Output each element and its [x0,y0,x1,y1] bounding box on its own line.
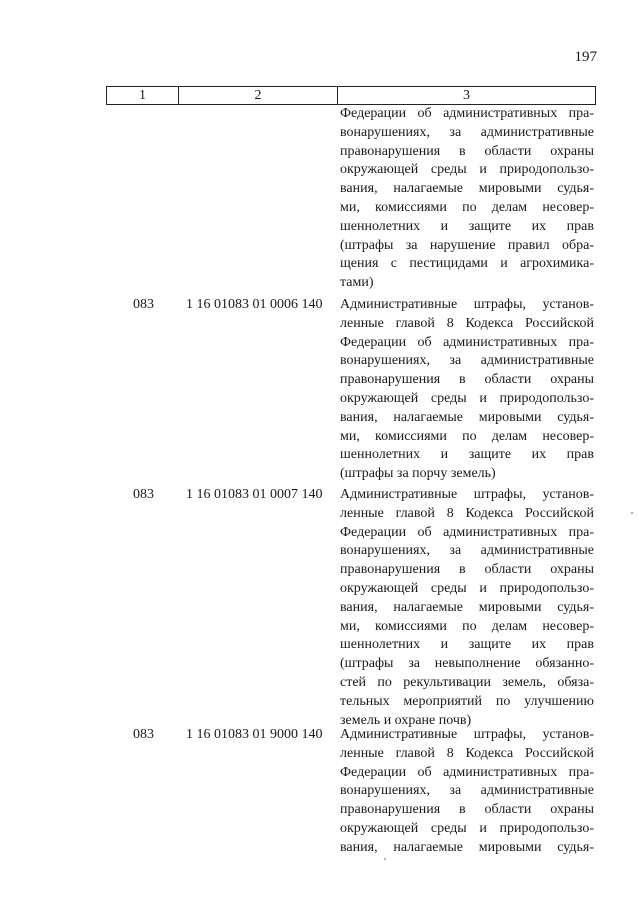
text-line: Федерации об административных пра- [340,764,594,780]
text-line: вания, налагаемые мировыми судья- [340,409,594,425]
text-line: шеннолетних и защите их прав [340,218,594,234]
text-line: ленные главой 8 Кодекса Российской [340,745,594,761]
header-col-3: 3 [463,88,470,103]
text-line: земель и охране почв) [340,712,472,728]
scan-speck [384,858,386,860]
text-line: щения с пестицидами и агрохимика- [340,256,594,272]
entry-kbk: 1 16 01083 01 9000 140 [186,727,323,742]
text-line: окружающей среды и природопользо- [340,390,594,406]
text-line: Федерации об административных пра- [340,106,594,121]
text-line: (штрафы за нарушение правил обра- [340,237,594,253]
text-line: Административные штрафы, установ- [340,487,594,502]
text-line: вонарушениях, за административные [340,124,594,140]
header-col-1: 1 [107,87,179,104]
text-line: правонарушения в области охраны [340,143,594,159]
text-line: ми, комиссиями по делам несовер- [340,618,594,634]
entry-code: 083 [133,297,154,312]
text-line: ленные главой 8 Кодекса Российской [340,505,594,521]
text-line: тами) [340,275,374,291]
text-line: ми, комиссиями по делам несовер- [340,199,594,215]
entry-kbk: 1 16 01083 01 0006 140 [186,297,323,312]
entry-code: 083 [133,487,154,502]
scan-speck [631,512,633,514]
text-line: Административные штрафы, установ- [340,727,594,742]
text-line: правонарушения в области охраны [340,562,594,578]
text-line: вания, налагаемые мировыми судья- [340,839,594,855]
entry-code: 083 [133,727,154,742]
table-header-row [106,86,596,105]
text-line: правонарушения в области охраны [340,372,594,388]
page-number: 197 [574,49,597,65]
text-line: вонарушениях, за административные [340,783,594,799]
text-line: ми, комиссиями по делам несовер- [340,428,594,444]
text-line: окружающей среды и природопользо- [340,580,594,596]
entry-description [340,296,594,484]
header-col-2: 2 [179,87,338,104]
text-line: стей по рекультивации земель, обяза- [340,674,594,690]
text-line: Федерации об административных пра- [340,524,594,540]
entry-description [340,726,594,858]
text-line: тельных мероприятий по улучшению [340,693,594,709]
text-line: вонарушениях, за административные [340,353,594,369]
text-line: вания, налагаемые мировыми судья- [340,599,594,615]
text-line: правонарушения в области охраны [340,802,594,818]
text-line: вонарушениях, за административные [340,543,594,559]
text-line: шеннолетних и защите их прав [340,637,594,653]
text-line: вания, налагаемые мировыми судья- [340,181,594,197]
text-line: окружающей среды и природопользо- [340,820,594,836]
entry-description [340,486,594,730]
text-line: Федерации об административных пра- [340,334,594,350]
text-line: (штрафы за порчу земель) [340,466,496,482]
text-line: окружающей среды и природопользо- [340,162,594,178]
text-line: ленные главой 8 Кодекса Российской [340,315,594,331]
text-line: (штрафы за невыполнение обязанно- [340,656,594,672]
text-line: Административные штрафы, установ- [340,297,594,312]
entry-kbk: 1 16 01083 01 0007 140 [186,487,323,502]
continuation-description [340,105,594,293]
text-line: шеннолетних и защите их прав [340,447,594,463]
